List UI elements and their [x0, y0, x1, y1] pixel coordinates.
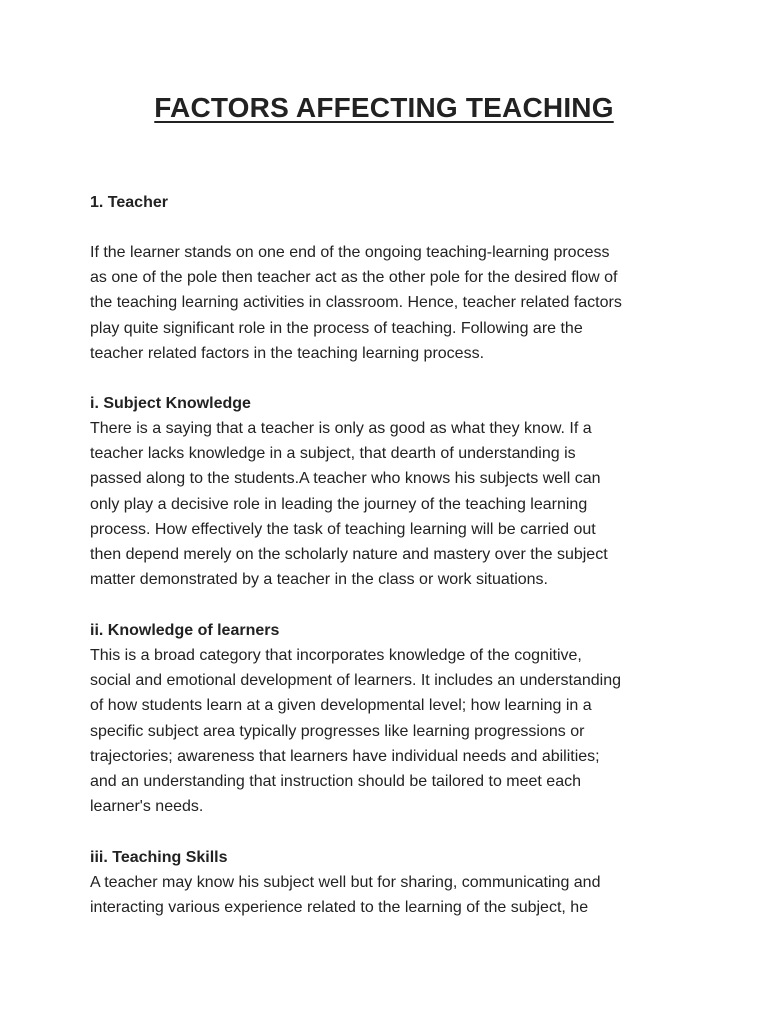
paragraph-line: passed along to the students.A teacher who knows his subjects well can	[90, 470, 601, 488]
section-heading-knowledge-of-learners: ii. Knowledge of learners	[90, 622, 280, 639]
paragraph-line: trajectories; awareness that learners have individual needs and abilities;	[90, 747, 600, 765]
paragraph-line: then depend merely on the scholarly nature and mastery over the subject	[90, 546, 608, 564]
paragraph-line: matter demonstrated by a teacher in the class or work situations.	[90, 571, 548, 589]
paragraph-line: as one of the pole then teacher act as the other pole for the desired flow of	[90, 269, 618, 287]
paragraph-line: play quite significant role in the process of teaching. Following are the	[90, 319, 583, 337]
paragraph-line: the teaching learning activities in classroom. Hence, teacher related factors	[90, 294, 622, 312]
section-heading-teacher: 1. Teacher	[90, 194, 168, 211]
paragraph-line: This is a broad category that incorporates knowledge of the cognitive,	[90, 647, 582, 664]
section-body-teacher	[90, 240, 690, 366]
section-heading-teaching-skills: iii. Teaching Skills	[90, 849, 228, 866]
section-heading-subject-knowledge: i. Subject Knowledge	[90, 395, 251, 412]
paragraph-line: of how students learn at a given developmental level; how learning in a	[90, 697, 592, 715]
document-title: FACTORS AFFECTING TEACHING	[154, 92, 614, 123]
paragraph-line: specific subject area typically progresses like learning progressions or	[90, 722, 585, 740]
paragraph-line: teacher related factors in the teaching learning process.	[90, 344, 485, 362]
paragraph-line: process. How effectively the task of teaching learning will be carried out	[90, 520, 596, 538]
paragraph-line: social and emotional development of learners. It includes an understanding	[90, 672, 621, 690]
paragraph-line: interacting various experience related to the learning of the subject, he	[90, 899, 589, 917]
paragraph-line: There is a saying that a teacher is only as good as what they know. If a	[90, 420, 592, 437]
document-page	[90, 0, 690, 1024]
section-teaching-skills	[90, 845, 690, 920]
paragraph-line: If the learner stands on one end of the ongoing teaching-learning process	[90, 244, 610, 261]
paragraph-line: learner's needs.	[90, 798, 204, 816]
section-knowledge-of-learners	[90, 618, 690, 819]
section-subject-knowledge	[90, 391, 690, 592]
paragraph-line: only play a decisive role in leading the journey of the teaching learning	[90, 495, 588, 513]
paragraph-line: and an understanding that instruction should be tailored to meet each	[90, 773, 581, 791]
paragraph-line: A teacher may know his subject well but for sharing, communicating and	[90, 874, 601, 891]
paragraph-line: teacher lacks knowledge in a subject, that dearth of understanding is	[90, 445, 576, 463]
